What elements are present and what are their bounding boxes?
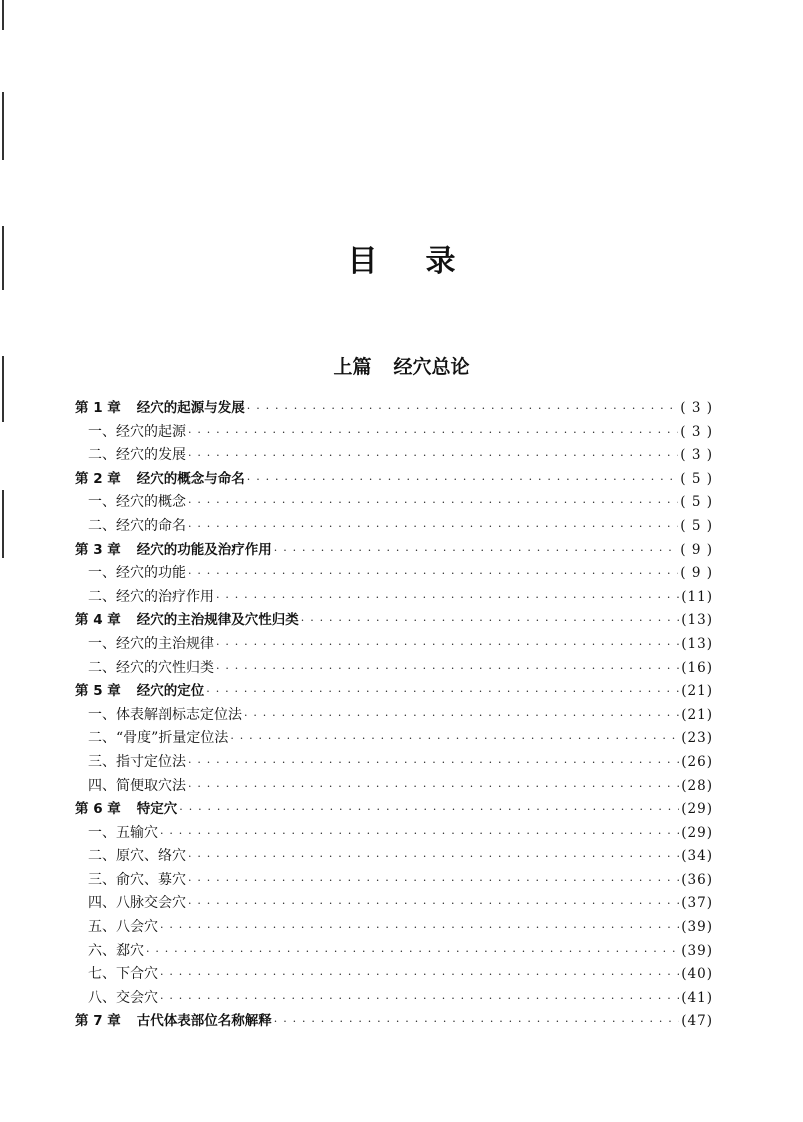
toc-section-entry[interactable] bbox=[75, 633, 713, 657]
section-title: 四、简便取穴法 bbox=[88, 777, 186, 794]
section-title: 三、俞穴、募穴 bbox=[88, 871, 186, 888]
chapter-number: 第 4 章 bbox=[75, 612, 121, 629]
toc-chapter-entry[interactable] bbox=[75, 539, 713, 563]
section-title: 一、五输穴 bbox=[88, 824, 158, 841]
toc-entry-label bbox=[88, 727, 228, 751]
toc-entry-label bbox=[75, 397, 245, 421]
page-number: ( 5 ) bbox=[680, 470, 713, 487]
section-title: 七、下合穴 bbox=[88, 966, 158, 983]
toc-section-entry[interactable] bbox=[75, 963, 713, 987]
toc-section-entry[interactable] bbox=[75, 916, 713, 940]
page-number: (41) bbox=[681, 989, 713, 1006]
chapter-title: 特定穴 bbox=[136, 801, 178, 818]
chapter-title: 经穴的定位 bbox=[136, 683, 205, 700]
dot-leader bbox=[274, 1010, 679, 1034]
chapter-number: 第 6 章 bbox=[75, 801, 121, 818]
toc-chapter-entry[interactable] bbox=[75, 798, 713, 822]
page-number: (13) bbox=[681, 635, 713, 652]
chapter-title: 经穴的概念与命名 bbox=[136, 470, 245, 487]
chapter-number: 第 1 章 bbox=[75, 400, 121, 416]
page-number: (36) bbox=[681, 871, 713, 888]
toc-entry-label bbox=[88, 491, 186, 515]
scan-edge-mark bbox=[2, 0, 4, 30]
toc-entry-label bbox=[88, 515, 186, 539]
section-title: 二、“骨度”折量定位法 bbox=[88, 730, 229, 747]
page-number: (21) bbox=[681, 683, 713, 700]
page-number: (28) bbox=[681, 777, 713, 794]
toc-entry-label bbox=[75, 798, 177, 822]
toc-section-entry[interactable] bbox=[75, 822, 713, 846]
page-number: (37) bbox=[681, 895, 713, 912]
toc-entry-label bbox=[88, 892, 186, 916]
dot-leader bbox=[216, 657, 679, 681]
section-title: 二、经穴的发展 bbox=[88, 447, 186, 464]
toc-section-entry[interactable] bbox=[75, 657, 713, 681]
toc-chapter-entry[interactable] bbox=[75, 1010, 713, 1034]
dot-leader bbox=[230, 727, 679, 751]
dot-leader bbox=[188, 845, 679, 869]
dot-leader bbox=[188, 444, 678, 468]
section-title: 一、体表解剖标志定位法 bbox=[88, 706, 242, 723]
chapter-number: 第 3 章 bbox=[75, 541, 121, 558]
chapter-title: 古代体表部位名称解释 bbox=[136, 1013, 272, 1030]
section-title: 一、经穴的起源 bbox=[88, 423, 186, 440]
dot-leader bbox=[188, 775, 679, 799]
toc-chapter-entry[interactable] bbox=[75, 397, 713, 421]
dot-leader bbox=[188, 515, 678, 539]
dot-leader bbox=[247, 468, 678, 492]
chapter-number: 第 7 章 bbox=[75, 1013, 121, 1030]
toc-entry-label bbox=[88, 751, 186, 775]
dot-leader bbox=[247, 397, 678, 421]
dot-leader bbox=[188, 892, 679, 916]
dot-leader bbox=[179, 798, 679, 822]
toc-section-entry[interactable] bbox=[75, 562, 713, 586]
page-number: (34) bbox=[681, 848, 713, 865]
toc-entry-label bbox=[88, 562, 186, 586]
page-number: (29) bbox=[681, 824, 713, 841]
page-number: ( 3 ) bbox=[680, 447, 713, 464]
toc-section-entry[interactable] bbox=[75, 845, 713, 869]
toc-chapter-entry[interactable] bbox=[75, 680, 713, 704]
page-number: ( 9 ) bbox=[680, 565, 713, 582]
toc-entry-label bbox=[88, 657, 214, 681]
section-title: 六、郄穴 bbox=[88, 942, 144, 959]
toc-section-entry[interactable] bbox=[75, 751, 713, 775]
page-number: ( 9 ) bbox=[680, 541, 713, 558]
dot-leader bbox=[160, 987, 679, 1011]
toc-entry-label bbox=[88, 963, 158, 987]
toc-section-entry[interactable] bbox=[75, 775, 713, 799]
dot-leader bbox=[188, 751, 679, 775]
toc-section-entry[interactable] bbox=[75, 987, 713, 1011]
toc-entry-label bbox=[88, 822, 158, 846]
page-number: (39) bbox=[681, 919, 713, 936]
dot-leader bbox=[160, 916, 679, 940]
toc-entry-label bbox=[88, 704, 242, 728]
toc-entry-label bbox=[75, 468, 245, 492]
dot-leader bbox=[160, 822, 679, 846]
part-label: 上篇 bbox=[333, 355, 372, 378]
page-number: (11) bbox=[681, 588, 713, 605]
section-title: 四、八脉交会穴 bbox=[88, 895, 186, 912]
page-number: (16) bbox=[681, 659, 713, 676]
page-number: ( 3 ) bbox=[680, 400, 713, 416]
dot-leader bbox=[216, 586, 679, 610]
toc-entry-label bbox=[88, 987, 158, 1011]
toc-section-entry[interactable] bbox=[75, 586, 713, 610]
toc-section-entry[interactable] bbox=[75, 704, 713, 728]
toc-section-entry[interactable] bbox=[75, 892, 713, 916]
toc-section-entry[interactable] bbox=[75, 727, 713, 751]
toc-section-entry[interactable] bbox=[75, 421, 713, 445]
toc-section-entry[interactable] bbox=[75, 444, 713, 468]
chapter-number: 第 5 章 bbox=[75, 683, 121, 700]
dot-leader bbox=[244, 704, 679, 728]
toc-entry-label bbox=[88, 775, 186, 799]
toc-entry-label bbox=[88, 916, 158, 940]
toc-section-entry[interactable] bbox=[75, 869, 713, 893]
toc-section-entry[interactable] bbox=[75, 940, 713, 964]
chapter-number: 第 2 章 bbox=[75, 470, 121, 487]
toc-entry-label bbox=[88, 586, 214, 610]
chapter-title: 经穴的主治规律及穴性归类 bbox=[136, 612, 299, 629]
toc-section-entry[interactable] bbox=[75, 491, 713, 515]
page-number: (13) bbox=[681, 612, 713, 629]
scan-edge-mark bbox=[2, 92, 4, 160]
section-title: 八、交会穴 bbox=[88, 989, 158, 1006]
toc-entry-label bbox=[75, 539, 272, 563]
toc-entry-label bbox=[88, 421, 186, 445]
page-number: (47) bbox=[681, 1013, 713, 1030]
scan-edge-mark bbox=[2, 490, 4, 558]
page-number: (40) bbox=[681, 966, 713, 983]
part-name: 经穴总论 bbox=[393, 355, 470, 378]
chapter-title: 经穴的功能及治疗作用 bbox=[136, 541, 272, 558]
page-number: ( 3 ) bbox=[680, 423, 713, 440]
page-number: ( 5 ) bbox=[680, 494, 713, 511]
chapter-title: 经穴的起源与发展 bbox=[136, 400, 245, 416]
section-title: 一、经穴的功能 bbox=[88, 565, 186, 582]
part-heading bbox=[0, 355, 803, 379]
toc-entry-label bbox=[88, 444, 186, 468]
toc-entry-label bbox=[88, 940, 144, 964]
section-title: 一、经穴的概念 bbox=[88, 494, 186, 511]
dot-leader bbox=[188, 491, 678, 515]
dot-leader bbox=[206, 680, 679, 704]
toc-entry-label bbox=[75, 680, 204, 704]
toc-chapter-entry[interactable] bbox=[75, 609, 713, 633]
table-of-contents bbox=[75, 397, 713, 1034]
dot-leader bbox=[188, 869, 679, 893]
dot-leader bbox=[274, 539, 678, 563]
toc-entry-label bbox=[88, 869, 186, 893]
dot-leader bbox=[301, 609, 679, 633]
section-title: 五、八会穴 bbox=[88, 919, 158, 936]
dot-leader bbox=[188, 421, 678, 445]
section-title: 三、指寸定位法 bbox=[88, 753, 186, 770]
page-number: (26) bbox=[681, 753, 713, 770]
section-title: 二、经穴的穴性归类 bbox=[88, 659, 214, 676]
toc-entry-label bbox=[88, 845, 186, 869]
page-title: 目录 bbox=[347, 244, 504, 280]
toc-chapter-entry[interactable] bbox=[75, 468, 713, 492]
toc-entry-label bbox=[75, 1010, 272, 1034]
section-title: 一、经穴的主治规律 bbox=[88, 635, 214, 652]
page-number: ( 5 ) bbox=[680, 517, 713, 534]
toc-entry-label bbox=[88, 633, 214, 657]
dot-leader bbox=[216, 633, 679, 657]
dot-leader bbox=[188, 562, 678, 586]
page-number: (21) bbox=[681, 706, 713, 723]
page-number: (39) bbox=[681, 942, 713, 959]
dot-leader bbox=[160, 963, 679, 987]
dot-leader bbox=[146, 940, 679, 964]
section-title: 二、经穴的命名 bbox=[88, 517, 186, 534]
section-title: 二、原穴、络穴 bbox=[88, 848, 186, 865]
section-title: 二、经穴的治疗作用 bbox=[88, 588, 214, 605]
toc-section-entry[interactable] bbox=[75, 515, 713, 539]
page-number: (23) bbox=[681, 730, 713, 747]
toc-entry-label bbox=[75, 609, 299, 633]
page-number: (29) bbox=[681, 801, 713, 818]
